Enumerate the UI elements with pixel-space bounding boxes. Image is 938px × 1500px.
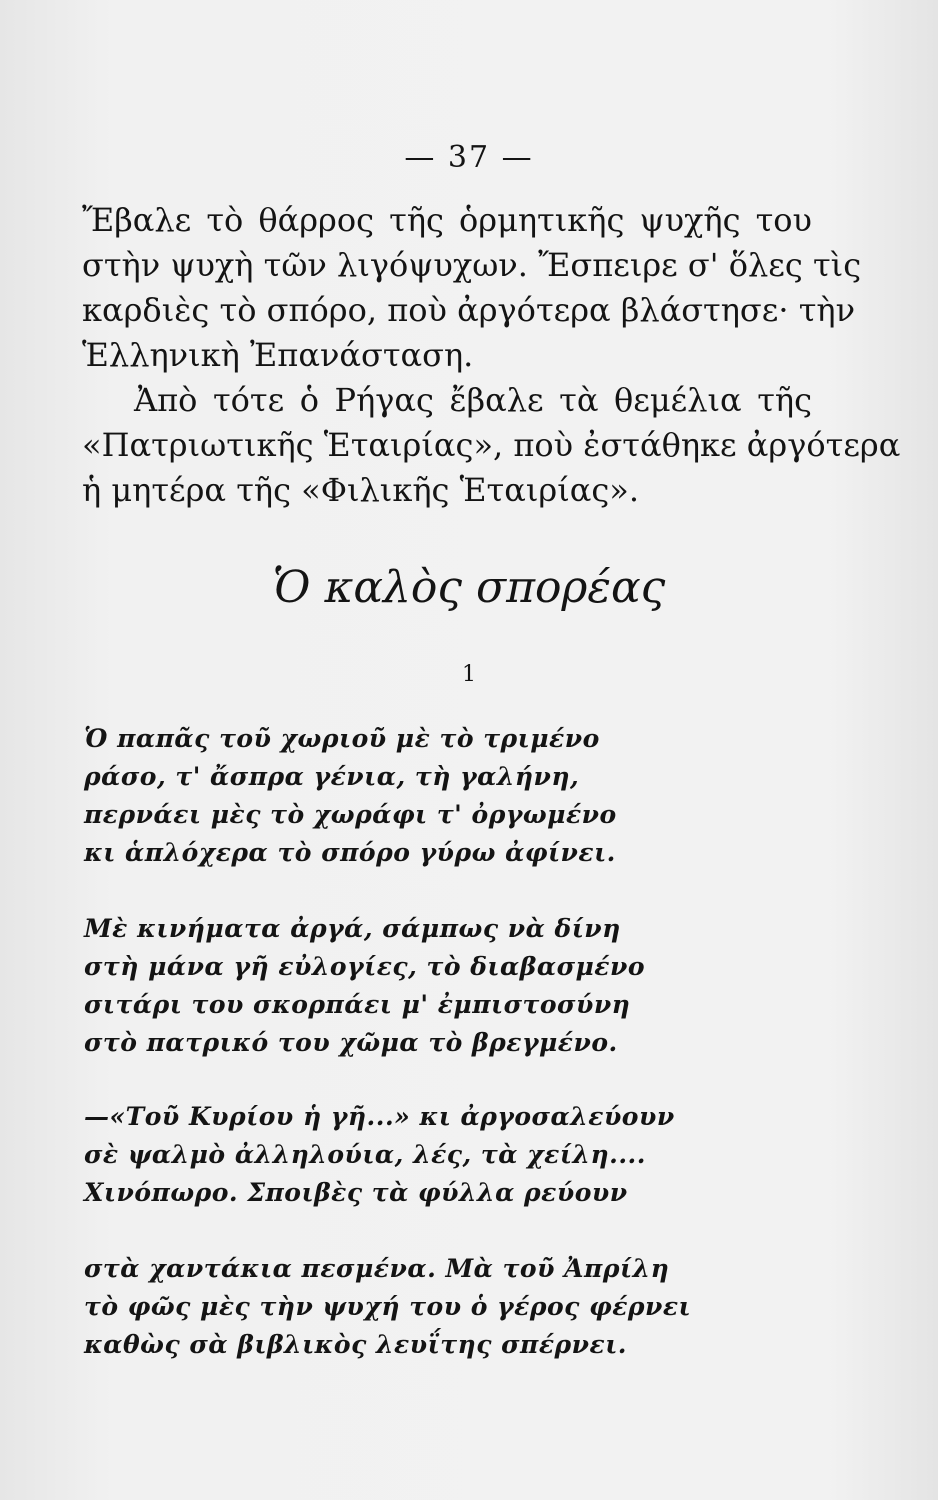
stanza-1	[84, 720, 704, 872]
section-number: 1	[462, 662, 476, 687]
verse-line: περνάει μὲς τὸ χωράφι τ' ὀργωμένο	[84, 800, 617, 829]
stanza-4	[84, 1250, 704, 1364]
verse-line: στὰ χαντάκια πεσμένα. Μὰ τοῦ Ἀπρίλη	[84, 1254, 670, 1283]
stanza-3	[84, 1098, 704, 1212]
prose-line: Ἑλληνικὴ Ἐπανάσταση.	[82, 336, 474, 374]
poem-title: Ὁ καλὸς σπορέας	[272, 562, 666, 613]
prose-line: Ἔβαλε τὸ θάρρος τῆς ὁρμητικῆς ψυχῆς του	[82, 201, 812, 239]
page-number: — 37 —	[404, 140, 534, 175]
verse-line: καθὼς σὰ βιβλικὸς λευΐτης σπέρνει.	[84, 1330, 628, 1359]
prose-line: στὴν ψυχὴ τῶν λιγόψυχων. Ἔσπειρε σ' ὅλες τὶς	[82, 246, 862, 284]
prose-line: «Πατριωτικῆς Ἑταιρίας», ποὺ ἐστάθηκε ἀργότερα	[82, 426, 901, 464]
verse-line: σιτάρι του σκορπάει μ' ἐμπιστοσύνη	[84, 990, 631, 1019]
verse-line: Μὲ κινήματα ἀργά, σάμπως νὰ δίνη	[84, 914, 621, 943]
verse-line: τὸ φῶς μὲς τὴν ψυχή του ὁ γέρος φέρνει	[84, 1292, 692, 1321]
prose-line: καρδιὲς τὸ σπόρο, ποὺ ἀργότερα βλάστησε· τὴν	[82, 291, 856, 329]
verse-line: στὸ πατρικό του χῶμα τὸ βρεγμένο.	[84, 1028, 618, 1057]
verse-line: στὴ μάνα γῆ εὐλογίες, τὸ διαβασμένο	[84, 952, 646, 981]
verse-line: σὲ ψαλμὸ ἀλληλούια, λές, τὰ χείλη....	[84, 1140, 646, 1169]
verse-line: Ὁ παπᾶς τοῦ χωριοῦ μὲ τὸ τριμένο	[84, 724, 600, 753]
prose-line: Ἀπὸ τότε ὁ Ρήγας ἔβαλε τὰ θεμέλια τῆς	[134, 381, 812, 419]
stanza-2	[84, 910, 704, 1062]
prose-line: ἡ μητέρα τῆς «Φιλικῆς Ἑταιρίας».	[82, 471, 640, 509]
verse-line: κι ἁπλόχερα τὸ σπόρο γύρω ἀφίνει.	[84, 838, 616, 867]
verse-line: ράσο, τ' ἄσπρα γένια, τὴ γαλήνη,	[84, 762, 580, 791]
prose-paragraph	[82, 198, 901, 513]
verse-line: —«Τοῦ Κυρίου ἡ γῆ...» κι ἀργοσαλεύουν	[84, 1102, 675, 1131]
verse-line: Χινόπωρο. Σποιβὲς τὰ φύλλα ρεύουν	[84, 1178, 628, 1207]
